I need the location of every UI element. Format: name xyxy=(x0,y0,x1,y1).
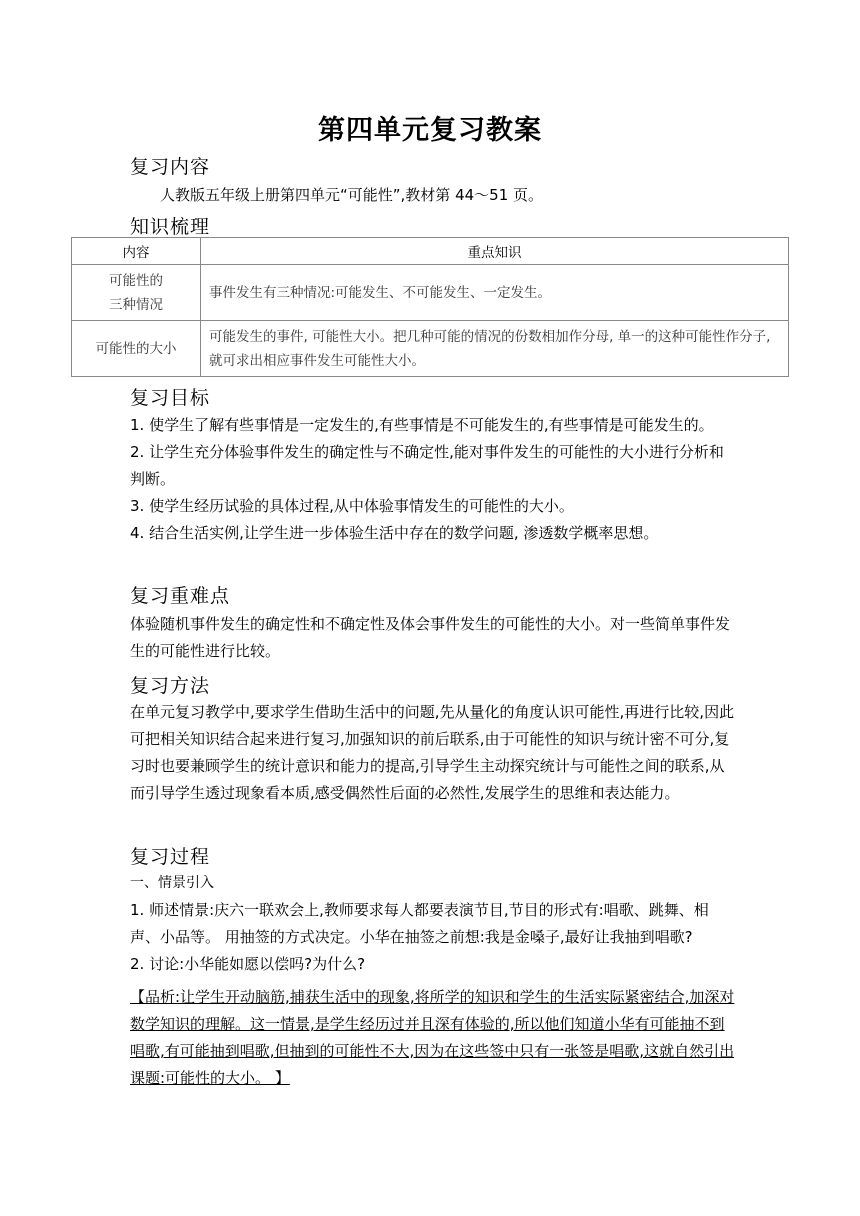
review-goals-list xyxy=(130,412,736,547)
review-method-paragraph: 在单元复习教学中,要求学生借助生活中的问题,先从量化的角度认识可能性,再进行比较,因此可把相关知识结合起来进行复习,加强知识的前后联系,由于可能性的知识与统计密不可分,复习时也要兼顾学生的统计意识和能力的提高,引导学生主动探究统计与可能性之间的联系,从而引导学生透过现象看本质,感受偶然性后面的必然性,发展学生的思维和表达能力。 xyxy=(130,703,735,802)
heading-review-method: 复习方法 xyxy=(130,675,211,697)
table-header-row xyxy=(72,238,789,265)
knowledge-table xyxy=(71,237,789,377)
table-cell-knowledge: 事件发生有三种情况:可能发生、不可能发生、一定发生。 xyxy=(201,265,789,321)
table-row xyxy=(72,321,789,377)
table-cell-topic: 可能性的大小 xyxy=(72,321,201,377)
subheading-intro: 一、情景引入 xyxy=(130,875,214,891)
key-difficulties-paragraph: 体验随机事件发生的确定性和不确定性及体会事件发生的可能性的大小。对一些简单事件发生的可能性进行比较。 xyxy=(130,615,731,660)
heading-key-difficulties: 复习重难点 xyxy=(130,585,231,607)
table-cell-topic xyxy=(72,265,201,321)
heading-review-goals: 复习目标 xyxy=(130,387,211,409)
review-content-paragraph: 人教版五年级上册第四单元“可能性”,教材第 44～51 页。 xyxy=(160,186,544,204)
table-row xyxy=(72,265,789,321)
list-item: 1. 师述情景:庆六一联欢会上,教师要求每人都要表演节目,节目的形式有:唱歌、跳舞、相声、小品等。 用抽签的方式决定。小华在抽签之前想:我是金嗓子,最好让我抽到唱歌? xyxy=(130,901,709,946)
heading-knowledge-summary: 知识梳理 xyxy=(130,216,211,238)
list-item: 2. 讨论:小华能如愿以偿吗?为什么? xyxy=(130,955,366,973)
review-process-text xyxy=(130,870,736,978)
heading-review-process: 复习过程 xyxy=(130,846,211,868)
list-item: 4. 结合生活实例,让学生进一步体验生活中存在的数学问题, 渗透数学概率思想。 xyxy=(130,524,659,542)
list-item: 3. 使学生经历试验的具体过程,从中体验事情发生的可能性的大小。 xyxy=(130,497,574,515)
key-difficulties-text xyxy=(130,611,736,665)
analysis-note: 【品析:让学生开动脑筋,捕获生活中的现象,将所学的知识和学生的生活实际紧密结合,加深对数学知识的理解。这一情景,是学生经历过并且深有体验的,所以他们知道小华有可能抽不到唱歌,有可能抽到唱歌,但抽到的可能性不大,因为在这些签中只有一张签是唱歌,这就自然引出课题:可能性的大小。 】 xyxy=(130,988,735,1087)
topic-line: 可能性的 xyxy=(109,272,163,289)
table-header-content: 内容 xyxy=(72,238,201,265)
page-title: 第四单元复习教案 xyxy=(318,115,542,146)
review-method-text xyxy=(130,699,736,807)
review-content-text xyxy=(130,182,736,209)
table-header-key-knowledge: 重点知识 xyxy=(201,238,789,265)
table-cell-knowledge: 可能发生的事件, 可能性大小。把几种可能的情况的份数相加作分母, 单一的这种可能性作分子, 就可求出相应事件发生可能性大小。 xyxy=(201,321,789,377)
list-item: 1. 使学生了解有些事情是一定发生的,有些事情是不可能发生的,有些事情是可能发生的。 xyxy=(130,416,714,434)
topic-line: 三种情况 xyxy=(109,296,163,313)
heading-review-content: 复习内容 xyxy=(130,156,211,178)
list-item: 2. 让学生充分体验事件发生的确定性与不确定性,能对事件发生的可能性的大小进行分析和判断。 xyxy=(130,443,724,488)
